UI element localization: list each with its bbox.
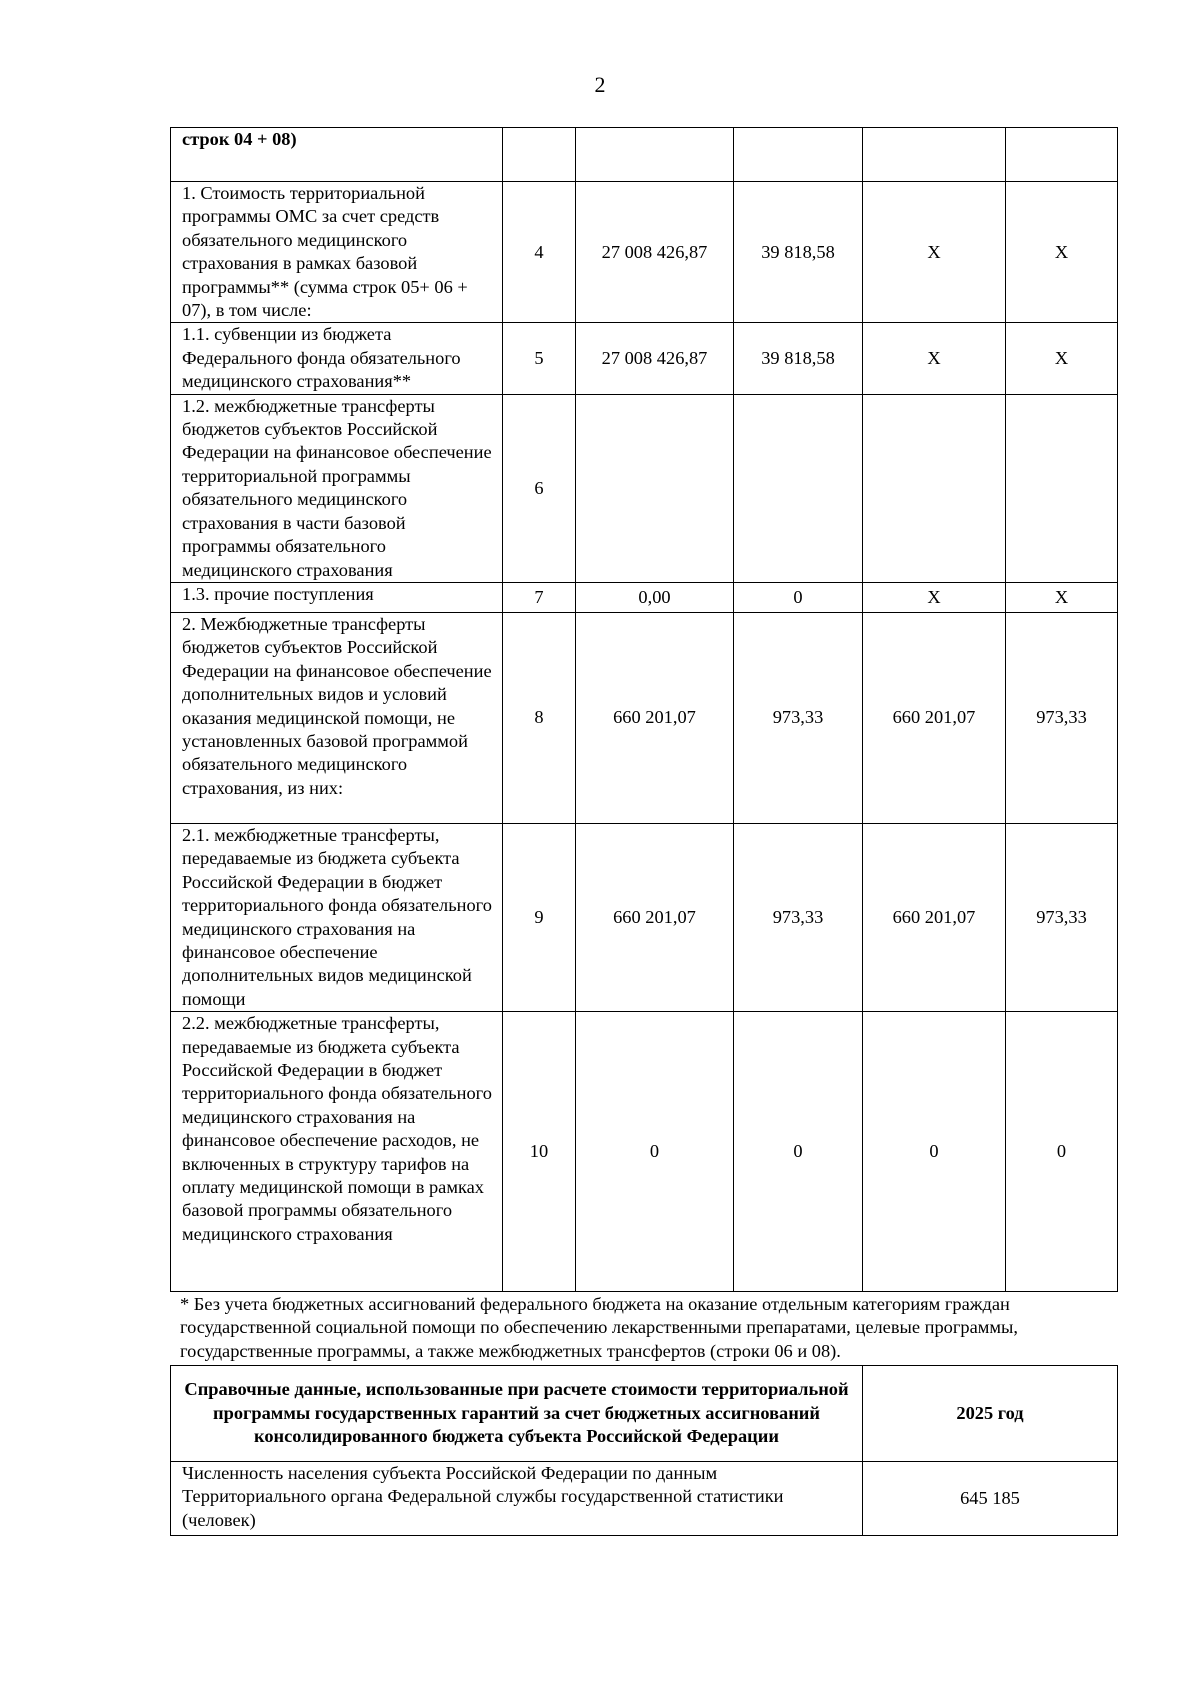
table-row <box>171 1012 1118 1292</box>
cell-value-3: 660 201,07 <box>863 823 1006 1011</box>
reference-header-row <box>171 1366 1118 1462</box>
cell-value-2: 39 818,58 <box>734 182 863 323</box>
cell-value-1: 0 <box>576 1012 734 1292</box>
row-number: 5 <box>503 323 576 394</box>
reference-data-row <box>171 1462 1118 1536</box>
cell-value-1 <box>576 128 734 182</box>
row-number: 7 <box>503 582 576 612</box>
cell-value-1: 0,00 <box>576 582 734 612</box>
row-number: 10 <box>503 1012 576 1292</box>
table-row <box>171 582 1118 612</box>
table-row <box>171 823 1118 1011</box>
page-number: 2 <box>594 72 606 97</box>
cell-value-1 <box>576 394 734 582</box>
cell-value-2: 0 <box>734 1012 863 1292</box>
row-description: строк 04 + 08) <box>171 128 503 182</box>
cell-value-2: 0 <box>734 582 863 612</box>
row-description: 2.1. межбюджетные трансферты, передаваемые из бюджета субъекта Российской Федерации в бюджет территориального фонда обязательного медицинского страхования на финансовое обеспечение дополнительных видов медицинской помощи <box>171 823 503 1011</box>
cell-value-1: 660 201,07 <box>576 823 734 1011</box>
cell-value-2 <box>734 394 863 582</box>
cell-value-3: Х <box>863 582 1006 612</box>
cell-value-3: Х <box>863 182 1006 323</box>
row-number: 6 <box>503 394 576 582</box>
cell-value-2: 973,33 <box>734 612 863 823</box>
reference-header-year: 2025 год <box>863 1366 1118 1462</box>
cell-value-1: 27 008 426,87 <box>576 182 734 323</box>
population-value: 645 185 <box>863 1462 1118 1536</box>
table-row <box>171 612 1118 823</box>
cell-value-3: 0 <box>863 1012 1006 1292</box>
row-number <box>503 128 576 182</box>
main-table <box>170 127 1118 1292</box>
footnote: * Без учета бюджетных ассигнований федерального бюджета на оказание отдельным категориям граждан государственной социальной помощи по обеспечению лекарственными препаратами, целевые программы, государственные программы, а также межбюджетных трансфертов (строки 06 и 08). <box>180 1294 1019 1361</box>
row-description: 1.1. субвенции из бюджета Федерального фонда обязательного медицинского страхования** <box>171 323 503 394</box>
reference-header-label: Справочные данные, использованные при расчете стоимости территориальной программы государственных гарантий за счет бюджетных ассигнований консолидированного бюджета субъекта Российской Федерации <box>171 1366 863 1462</box>
row-description: 1.2. межбюджетные трансферты бюджетов субъектов Российской Федерации на финансовое обеспечение территориальной программы обязательного медицинского страхования в части базовой программы обязательного медицинского страхования <box>171 394 503 582</box>
row-description: 1. Стоимость территориальной программы ОМС за счет средств обязательного медицинского страхования в рамках базовой программы** (сумма строк 05+ 06 + 07), в том числе: <box>171 182 503 323</box>
row-number: 8 <box>503 612 576 823</box>
row-description: 1.3. прочие поступления <box>171 582 503 612</box>
cell-value-2: 39 818,58 <box>734 323 863 394</box>
cell-value-4 <box>1006 128 1118 182</box>
row-number: 4 <box>503 182 576 323</box>
cell-value-1: 660 201,07 <box>576 612 734 823</box>
cell-value-4: Х <box>1006 582 1118 612</box>
table-row <box>171 128 1118 182</box>
table-row <box>171 182 1118 323</box>
table-row <box>171 394 1118 582</box>
cell-value-2 <box>734 128 863 182</box>
cell-value-2: 973,33 <box>734 823 863 1011</box>
cell-value-4: 973,33 <box>1006 823 1118 1011</box>
reference-table <box>170 1365 1118 1536</box>
row-description: 2. Межбюджетные трансферты бюджетов субъектов Российской Федерации на финансовое обеспечение дополнительных видов и условий оказания медицинской помощи, не установленных базовой программой обязательного медицинского страхования, из них: <box>171 612 503 823</box>
cell-value-4: Х <box>1006 182 1118 323</box>
cell-value-4: 0 <box>1006 1012 1118 1292</box>
cell-value-4: Х <box>1006 323 1118 394</box>
cell-value-3: Х <box>863 323 1006 394</box>
cell-value-4 <box>1006 394 1118 582</box>
table-row <box>171 323 1118 394</box>
cell-value-3: 660 201,07 <box>863 612 1006 823</box>
cell-value-4: 973,33 <box>1006 612 1118 823</box>
row-description: 2.2. межбюджетные трансферты, передаваемые из бюджета субъекта Российской Федерации в бюджет территориального фонда обязательного медицинского страхования на финансовое обеспечение расходов, не включенных в структуру тарифов на оплату медицинской помощи в рамках базовой программы обязательного медицинского страхования <box>171 1012 503 1292</box>
cell-value-3 <box>863 128 1006 182</box>
cell-value-3 <box>863 394 1006 582</box>
cell-value-1: 27 008 426,87 <box>576 323 734 394</box>
population-label: Численность населения субъекта Российской Федерации по данным Территориального органа Федеральной службы государственной статистики (человек) <box>171 1462 863 1536</box>
row-number: 9 <box>503 823 576 1011</box>
